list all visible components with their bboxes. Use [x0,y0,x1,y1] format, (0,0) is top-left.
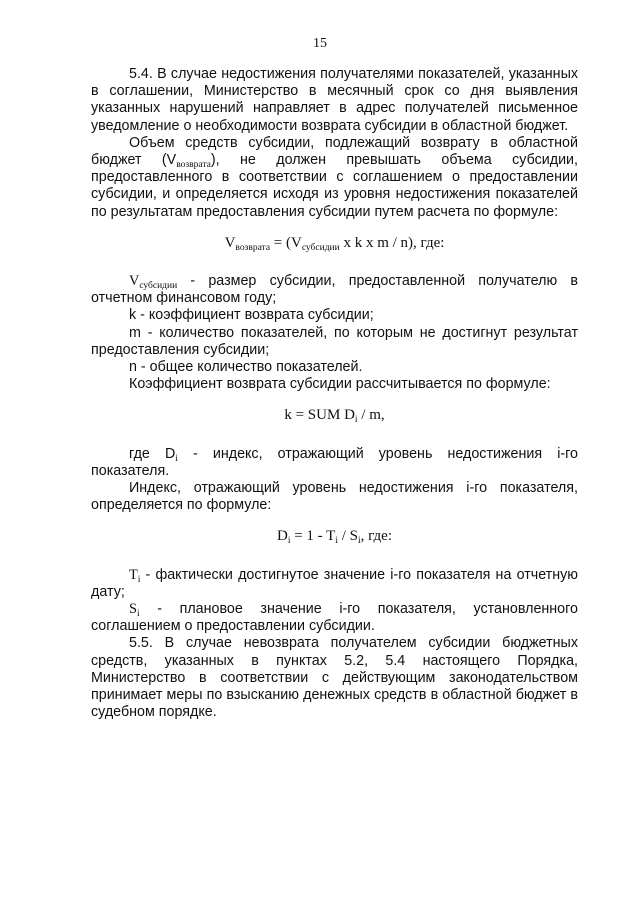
definition-n: n - общее количество показателей. [129,359,363,376]
paragraph-coefficient-intro: Коэффициент возврата субсидии рассчитывается по формуле: [129,376,551,393]
subscript: i [287,536,291,547]
paragraph-5-5: 5.5. В случае невозврата получателем субсидии бюджетных средств, указанных в пунктах 5.2, 5.4 настоящего Порядка, Министерство в соответствии с действующим законодательством принимает меры по взысканию денежных средств в областной бюджет в судебном порядке. [91,635,578,721]
formula-part: = (V [270,234,302,251]
text-part: - размер субсидии, предоставленной получателю в отчетном финансовом году; [91,273,578,307]
definition-v-subsidy [91,273,578,307]
text-part: Объем средств субсидии, подлежащий возврату в областной бюджет (V [91,134,578,169]
text-part: - фактически достигнутое значение i-го показателя на отчетную дату; [91,566,578,600]
formula-part: , где: [360,528,392,545]
formula-return-volume [91,235,578,252]
text-part: S [129,601,137,618]
text-part: где D [129,445,176,462]
page-number: 15 [313,36,327,51]
subscript: i [137,574,141,585]
definition-d [91,446,578,480]
formula-part: k = SUM D [284,407,355,424]
subscript: субсидии [139,281,178,292]
subscript: возврата [176,160,211,171]
subscript: i [335,536,338,547]
formula-part: = 1 - T [290,528,336,545]
text-part: T [129,566,138,583]
formula-part: / m, [357,407,385,424]
subscript: субсидии [301,242,340,253]
definition-t [91,567,578,601]
text-part: - индекс, отражающий уровень недостижения i-го показателя. [91,445,578,479]
subscript: i [136,609,140,620]
formula-part: x k x m / n), где: [339,234,445,251]
paragraph-index-intro: Индекс, отражающий уровень недостижения i-го показателя, определяется по формуле: [91,480,578,514]
formula-index [91,528,578,545]
formula-coefficient [91,407,578,424]
formula-part: D [276,528,288,545]
formula-part: / S [337,528,358,545]
document-body [91,66,578,722]
paragraph-subsidy-volume [91,135,578,221]
subscript: i [357,536,361,547]
subscript: i [175,453,178,464]
definition-m: m - количество показателей, по которым не достигнут результат предоставления субсидии; [91,324,578,358]
formula-part: V [224,234,236,251]
subscript: i [354,415,358,426]
subscript: возврата [235,242,271,253]
text-part: ), не должен превышать объема субсидии, предоставленного в соответствии с соглашением о предоставлении субсидии, и определяется исходя из уровня недостижения показателей по результатам предоставления субсидии путем расчета по формуле: [91,152,579,220]
definition-k: k - коэффициент возврата субсидии; [129,307,374,324]
paragraph-5-4: 5.4. В случае недостижения получателями показателей, указанных в соглашении, Министерство в месячный срок со дня выявления указанных нарушений направляет в адрес получателей письменное уведомление о необходимости возврата субсидии в областной бюджет. [91,66,578,134]
text-part: V [129,273,140,290]
text-part: - плановое значение i-го показателя, установленного соглашением о предоставлении субсидии. [91,601,578,635]
definition-s [91,601,578,635]
